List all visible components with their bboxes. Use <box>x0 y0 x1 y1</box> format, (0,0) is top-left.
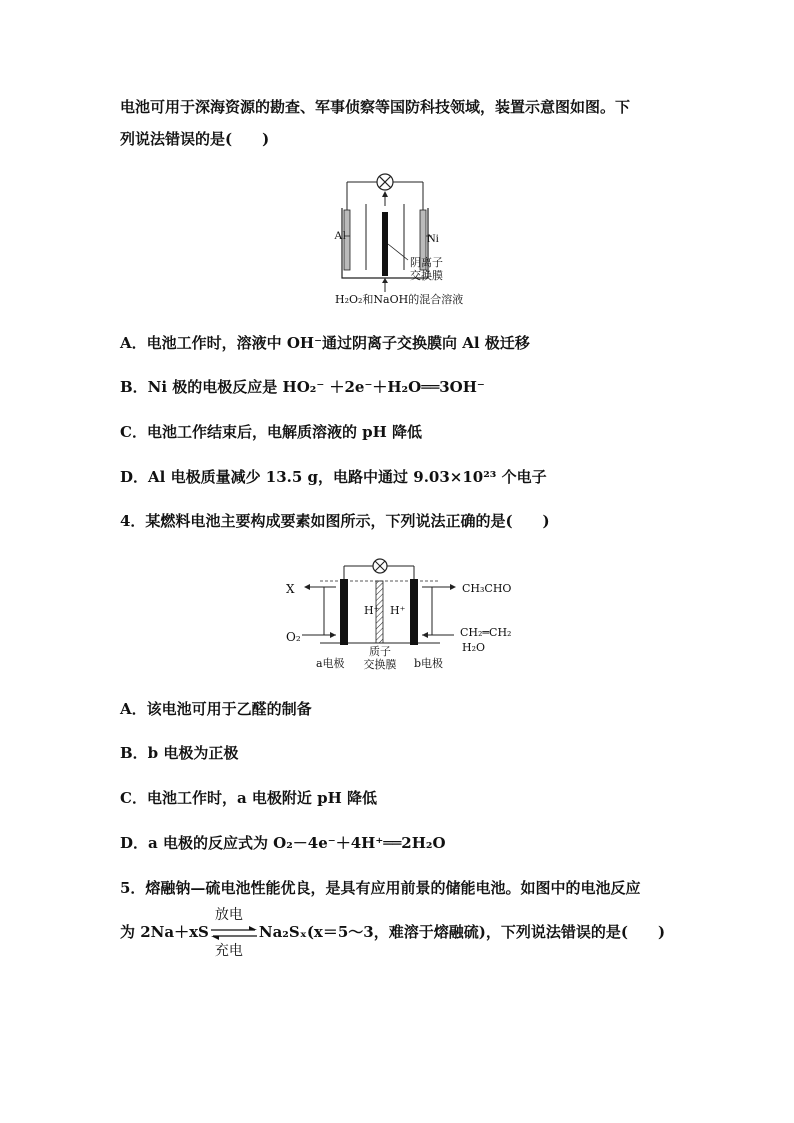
q3-stem-line2: 列说法错误的是( ) <box>120 130 270 148</box>
proton-membrane-line2: 交换膜 <box>363 658 397 671</box>
ch3cho-label: CH₃CHO <box>462 582 512 595</box>
q5-reaction-right: Na₂Sₓ(x＝5～3，难溶于熔融硫)，下列说法错误的是( ) <box>258 923 666 941</box>
h-plus-left: H⁺ <box>364 604 380 617</box>
electrode-b <box>410 579 418 645</box>
proton-membrane-line1: 质子 <box>369 645 391 658</box>
charge-label: 充电 <box>214 943 243 959</box>
q5-reaction-left: 为 2Na＋xS <box>120 923 209 941</box>
a-electrode-label: a电极 <box>316 657 345 670</box>
q5-stem-line2 <box>120 907 666 959</box>
q4-stem: 4．某燃料电池主要构成要素如图所示，下列说法正确的是( ) <box>120 512 550 530</box>
al-label: Al <box>334 228 346 242</box>
x-label: X <box>286 582 295 596</box>
electrode-a <box>340 579 348 645</box>
solution-label: H₂O₂和NaOH的混合溶液 <box>335 293 464 306</box>
q3-option-c: C．电池工作结束后，电解质溶液的 pH 降低 <box>120 423 423 441</box>
q3-option-b: B．Ni 极的电极反应是 HO₂⁻ ＋2e⁻＋H₂O══3OH⁻ <box>120 378 485 396</box>
membrane <box>382 212 388 276</box>
b-electrode-label: b电极 <box>414 657 444 670</box>
q4-option-d: D．a 电极的反应式为 O₂－4e⁻＋4H⁺══2H₂O <box>120 834 446 852</box>
al-ni-cell-diagram <box>330 170 470 305</box>
anion-membrane-label <box>410 256 443 282</box>
q4-option-a: A．该电池可用于乙醛的制备 <box>120 700 312 718</box>
ethene-label: CH₂═CH₂ <box>460 626 512 639</box>
q4-option-b: B．b 电极为正极 <box>120 744 239 762</box>
q3-option-a: A．电池工作时，溶液中 OH⁻通过阴离子交换膜向 Al 极迁移 <box>120 334 530 352</box>
h-plus-right: H⁺ <box>390 604 406 617</box>
q4-option-c: C．电池工作时，a 电极附近 pH 降低 <box>120 789 377 807</box>
proton-membrane-label <box>362 645 398 671</box>
anion-membrane-line2: 交换膜 <box>410 269 443 282</box>
reversible-arrow-icon <box>209 926 259 940</box>
q3-stem-line1: 电池可用于深海资源的勘查、军事侦察等国防科技领域，装置示意图如图。下 <box>120 98 631 116</box>
ni-label: Ni <box>427 231 439 245</box>
o2-label: O₂ <box>286 630 301 644</box>
h2o-label: H₂O <box>462 641 486 654</box>
reversible-arrow <box>209 907 259 959</box>
anion-membrane-line1: 阴离子 <box>410 256 443 269</box>
q5-stem-line1: 5．熔融钠—硫电池性能优良，是具有应用前景的储能电池。如图中的电池反应 <box>120 879 641 897</box>
discharge-label: 放电 <box>214 907 243 923</box>
q3-option-d: D．Al 电极质量减少 13.5 g，电路中通过 9.03×10²³ 个电子 <box>120 468 547 486</box>
